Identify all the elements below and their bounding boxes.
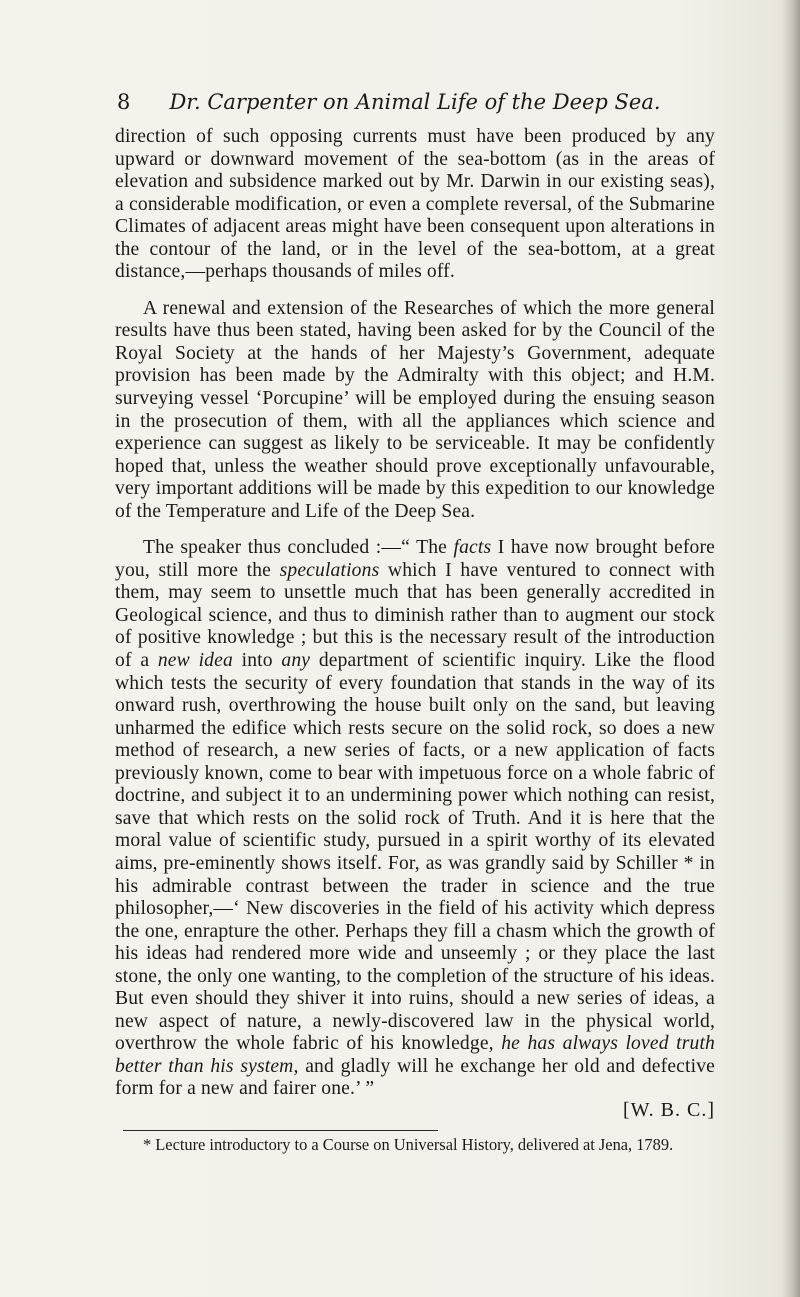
- emphasis-speculations: speculations: [279, 559, 380, 581]
- footnote-rule: [123, 1130, 438, 1131]
- paragraph-1: direction of such opposing currents must have been produced by any upward or downward movement of the sea-bottom (as in the areas of elevation and subsidence marked out by Mr. Darwin in our existing seas), a considerable modification, or even a complete reversal, of the Submarine Climates of adjacent areas might have been consequent upon alterations in the contour of the land, or in the level of the sea-bottom, at a great distance,—perhaps thousands of miles off.: [115, 126, 715, 283]
- body-text: [115, 126, 715, 1122]
- paragraph-3-part-b: I have now brought before you, still more the: [115, 537, 715, 581]
- running-head: [115, 90, 715, 126]
- paragraph-3-part-c: which I have ventured to connect with them, may seem to unsettle much that has been generally accredited in Geological science, and thus to diminish rather than to augment our stock of positive knowledge ; but this is the necessary result of the introduction of a: [115, 559, 715, 672]
- footnote: [115, 1135, 715, 1154]
- paragraph-3: [115, 537, 715, 1101]
- paragraph-3-part-a: The speaker thus concluded :—“ The: [143, 537, 454, 559]
- paragraph-2: A renewal and extension of the Researches of which the more general results have thus been stated, having been asked for by the Council of the Royal Society at the hands of her Majesty’s Government, adequate provision has been made by the Admiralty with this object; and H.M. surveying vessel ‘Porcupine’ will be employed during the ensuing season in the prosecution of them, with all the appliances which science and experience can suggest as likely to be serviceable. It may be confidently hoped that, unless the weather should prove exceptionally unfavourable, very important additions will be made by this expedition to our knowledge of the Temperature and Life of the Deep Sea.: [115, 297, 715, 522]
- paragraph-3-part-e: department of scientific inquiry. Like the flood which tests the security of every foundation that stands in the way of its onward rush, overthrowing the house built only on the sand, but leaving unharmed the edifice which rests secure on the solid rock, so does a new method of research, a new series of facts, or a new application of facts previously known, come to bear with impetuous force on a whole fabric of doctrine, and subject it to an undermining power which nothing can resist, save that which rests on the solid rock of Truth. And it is here that the moral value of scientific study, pursued in a spirit worthy of its elevated aims, pre-eminently shows itself. For, as was grandly said by Schiller * in his admirable contrast between the trader in science and the true philosopher,—‘ New discoveries in the field of his activity which depress the one, enrapture the other. Perhaps they fill a chasm which the growth of his ideas had rendered more wide and unseemly ; or they place the last stone, the only one wanting, to the completion of the structure of his ideas. But even should they shiver it into ruins, should a new series of ideas, a new aspect of nature, a newly-discovered law in the physical world, overthrow the whole fabric of his knowledge,: [115, 650, 715, 1055]
- page-number: 8: [117, 90, 131, 114]
- emphasis-facts: facts: [453, 537, 492, 559]
- emphasis-any: any: [281, 650, 311, 672]
- emphasis-truth-quote: he has always loved truth better than his system,: [115, 1033, 715, 1077]
- paragraph-3-part-f: and gladly will he exchange her old and defective form for a new and fairer one.’ ”: [115, 1055, 715, 1100]
- paragraph-3-part-d: into: [232, 650, 282, 672]
- footnote-text: * Lecture introductory to a Course on Universal History, delivered at Jena, 1789.: [143, 1134, 674, 1154]
- emphasis-new-idea: new idea: [157, 650, 233, 672]
- signature-line: [115, 1098, 715, 1122]
- page-content: [115, 90, 715, 1154]
- spine-shadow: [782, 0, 800, 1297]
- author-signature: [W. B. C.]: [622, 1098, 715, 1121]
- running-title: Dr. Carpenter on Animal Life of the Deep Sea.: [169, 90, 661, 114]
